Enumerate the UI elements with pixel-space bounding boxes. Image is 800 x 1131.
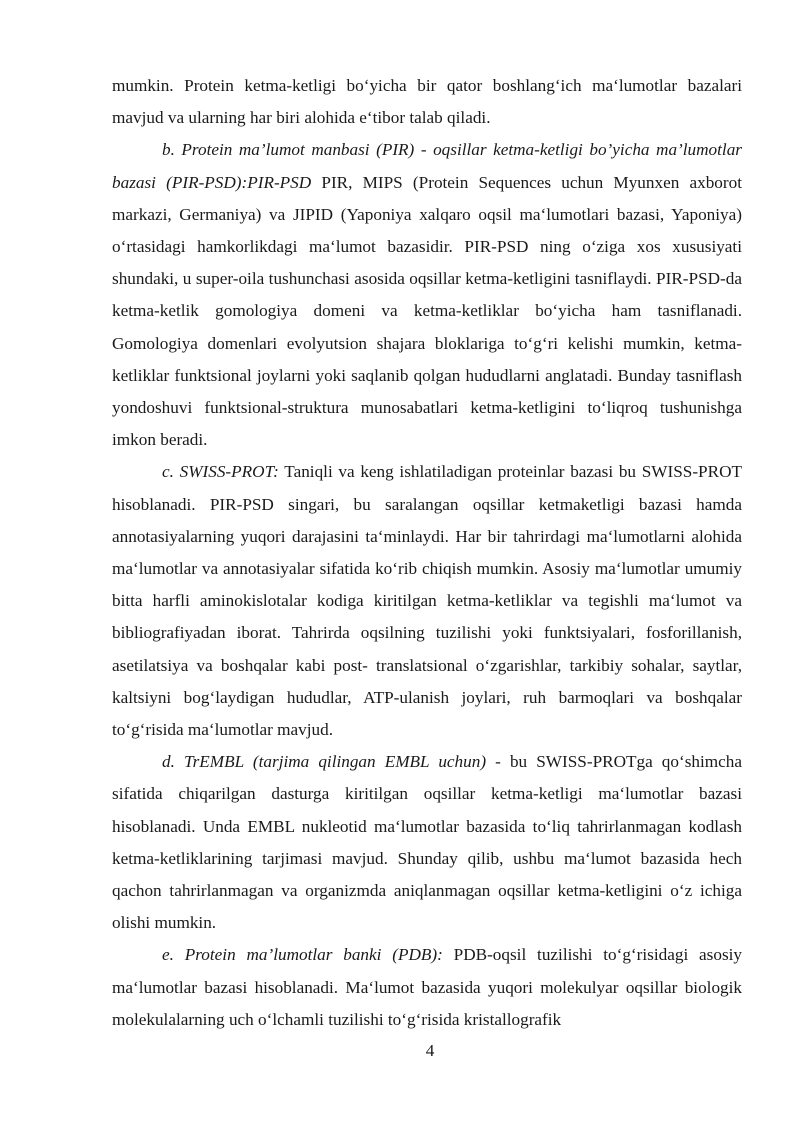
document-page xyxy=(112,70,742,1036)
paragraph-pdb-text: PDB-oqsil tuzilishi to‘g‘risidagi asosiy ma‘lumotlar bazasi hisoblanadi. Ma‘lumot bazasida yuqori molekulyar oqsillar biologik molekulalarning uch o‘lchamli tuzilishi to‘g‘risida kristallografik xyxy=(112,945,743,1029)
heading-swiss-prot: c. SWISS-PROT: xyxy=(162,462,279,482)
paragraph-continuation-text: mumkin. Protein ketma-ketligi bo‘yicha bir qator boshlang‘ich ma‘lumotlar bazalari mavjud va ularning har biri alohida e‘tibor talab qiladi. xyxy=(112,76,742,128)
paragraph-swiss-prot-text: Taniqli va keng ishlatiladigan proteinlar bazasi bu SWISS-PROT hisoblanadi. PIR-PSD singari, bu saralangan oqsillar ketmaketligi bazasi hamda annotasiyalarning yuqori darajasini ta‘minlaydi. Har bir tahrirdagi ma‘lumotlarni alohida ma‘lumotlar va annotasiyalar sifatida ko‘rib chiqish mumkin. Asosiy ma‘lumotlar umumiy bitta harfli aminokislotalar kodiga kiritilgan ketma-ketliklar va tegishli ma‘lumot va bibliografiyadan iborat. Tahrirda oqsilning tuzilishi yoki funktsiyalari, fosforillanish, asetilatsiya va boshqalar kabi post- translatsional o‘zgarishlar, tarkibiy sohalar, saytlar, kaltsiyni bog‘laydigan hududlar, ATP-ulanish joylari, ruh barmoqlari va boshqalar to‘g‘risida ma‘lumotlar mavjud. xyxy=(112,462,742,740)
heading-trembl: d. TrEMBL (tarjima qilingan EMBL uchun) xyxy=(162,752,487,772)
paragraph-trembl-text: - bu SWISS-PROTga qo‘shimcha sifatida chiqarilgan dasturga kiritilgan oqsillar ketma-ketligi ma‘lumotlar bazasi hisoblanadi. Unda EMBL nukleotid ma‘lumotlar bazasida to‘liq tahrirlanmagan kodlash ketma-ketliklarining tarjimasi mavjud. Shunday qilib, ushbu ma‘lumot bazasida hech qachon tahrirlanmagan va organizmda aniqlanmagan oqsillar ketma-ketligini o‘z ichiga olishi mumkin. xyxy=(112,752,742,933)
heading-pir-psd: b. Protein ma’lumot manbasi (PIR) - oqsillar ketma-ketligi bo’yicha ma’lumotlar bazasi (PIR-PSD):PIR-PSD xyxy=(112,140,742,192)
paragraph-swiss-prot xyxy=(112,456,742,746)
paragraph-trembl xyxy=(112,746,742,939)
paragraph-pir-psd xyxy=(112,134,742,456)
paragraph-continuation xyxy=(112,70,742,134)
paragraph-pir-psd-text: PIR, MIPS (Protein Sequences uchun Myunxen axborot markazi, Germaniya) va JIPID (Yaponiya xalqaro oqsil ma‘lumotlari bazasi, Yaponiya) o‘rtasidagi hamkorlikdagi ma‘lumot bazasidir. PIR-PSD ning o‘ziga xos xususiyati shundaki, u super-oila tushunchasi asosida oqsillar ketma-ketligini tasniflaydi. PIR-PSD-da ketma-ketlik gomologiya domeni va ketma-ketliklar bo‘yicha ham tasniflanadi. Gomologiya domenlari evolyutsion shajara bloklariga to‘g‘ri kelishi mumkin, ketma-ketliklar funktsional joylarni yoki saqlanib qolgan hududlarni anglatadi. Bunday tasniflash yondoshuvi funktsional-struktura munosabatlari ketma-ketligini to‘liqroq tushunishga imkon beradi. xyxy=(112,172,742,450)
heading-pdb: e. Protein ma’lumotlar banki (PDB): xyxy=(162,945,443,965)
paragraph-pdb xyxy=(112,939,742,1036)
page-number: 4 xyxy=(425,1041,435,1060)
